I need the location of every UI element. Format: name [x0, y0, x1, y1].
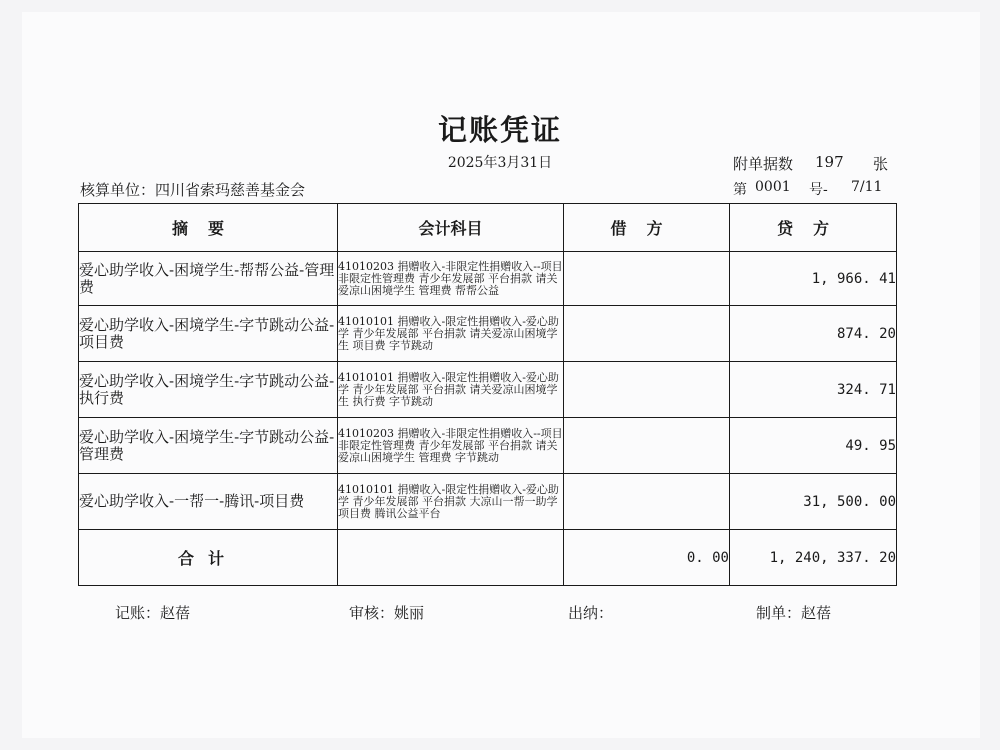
total-row: [79, 530, 897, 586]
row-summary: 爱心助学收入-困境学生-字节跳动公益-执行费: [79, 362, 338, 418]
row-credit: 324. 71: [730, 362, 897, 418]
voucher-no-page: 7/11: [851, 179, 883, 195]
preparer-name: 赵蓓: [801, 604, 832, 622]
header-account: 会计科目: [338, 204, 564, 252]
total-label: 合计: [79, 530, 338, 586]
row-summary: 爱心助学收入-一帮一-腾讯-项目费: [79, 474, 338, 530]
cashier-label: 出纳：: [568, 604, 614, 622]
attachment-label: 附单据数: [733, 155, 794, 173]
reviewer-label: 审核：: [349, 604, 395, 622]
table-row: [79, 306, 897, 362]
total-credit: 1, 240, 337. 20: [730, 530, 897, 586]
row-debit: [564, 474, 730, 530]
header-summary: 摘要: [79, 204, 338, 252]
voucher-date: 2025年3月31日: [447, 155, 553, 171]
row-debit: [564, 252, 730, 306]
row-summary: 爱心助学收入-困境学生-字节跳动公益-项目费: [79, 306, 338, 362]
signature-preparer: [756, 602, 831, 623]
row-debit: [564, 306, 730, 362]
bookkeeper-name: 赵蓓: [160, 604, 191, 622]
row-credit: 49. 95: [730, 418, 897, 474]
row-summary: 爱心助学收入-困境学生-帮帮公益-管理费: [79, 252, 338, 306]
row-debit: [564, 418, 730, 474]
row-debit: [564, 362, 730, 418]
header-debit: 借方: [564, 204, 730, 252]
table-row: [79, 418, 897, 474]
voucher-table: [78, 203, 897, 586]
row-account: 41010101 捐赠收入-限定性捐赠收入-爱心助学 青少年发展部 平台捐款 大凉山一帮一助学 项目费 腾讯公益平台: [338, 474, 564, 530]
voucher-title: 记账凭证: [437, 113, 562, 147]
table-row: [79, 362, 897, 418]
row-account: 41010203 捐赠收入-非限定性捐赠收入--项目非限定性管理费 青少年发展部 平台捐款 请关爱凉山困境学生 管理费 字节跳动: [338, 418, 564, 474]
signature-cashier: [568, 602, 613, 623]
voucher-no-label: 第: [733, 182, 747, 198]
voucher-no-suffix: 号-: [809, 182, 828, 198]
row-credit: 1, 966. 41: [730, 252, 897, 306]
unit-label: 核算单位：: [80, 181, 156, 199]
total-debit: 0. 00: [564, 530, 730, 586]
bookkeeper-label: 记账：: [115, 604, 161, 622]
signature-bookkeeper: [115, 602, 190, 623]
total-account: [338, 530, 564, 586]
row-account: 41010101 捐赠收入-限定性捐赠收入-爱心助学 青少年发展部 平台捐款 请关爱凉山困境学生 执行费 字节跳动: [338, 362, 564, 418]
unit-name: 四川省索玛慈善基金会: [155, 181, 306, 199]
reviewer-name: 姚丽: [394, 604, 425, 622]
attachment-number: 197: [815, 153, 844, 171]
table-row: [79, 252, 897, 306]
row-credit: 874. 20: [730, 306, 897, 362]
accounting-unit: [80, 179, 305, 200]
signature-reviewer: [349, 602, 424, 623]
table-header-row: [79, 204, 897, 252]
attachment-unit: 张: [873, 155, 889, 173]
preparer-label: 制单：: [756, 604, 802, 622]
attachment-count: [733, 153, 889, 174]
voucher-no-value: 0001: [755, 179, 791, 195]
row-account: 41010203 捐赠收入-非限定性捐赠收入--项目非限定性管理费 青少年发展部 平台捐款 请关爱凉山困境学生 管理费 帮帮公益: [338, 252, 564, 306]
table-row: [79, 474, 897, 530]
header-credit: 贷方: [730, 204, 897, 252]
row-summary: 爱心助学收入-困境学生-字节跳动公益-管理费: [79, 418, 338, 474]
row-credit: 31, 500. 00: [730, 474, 897, 530]
row-account: 41010101 捐赠收入-限定性捐赠收入-爱心助学 青少年发展部 平台捐款 请关爱凉山困境学生 项目费 字节跳动: [338, 306, 564, 362]
